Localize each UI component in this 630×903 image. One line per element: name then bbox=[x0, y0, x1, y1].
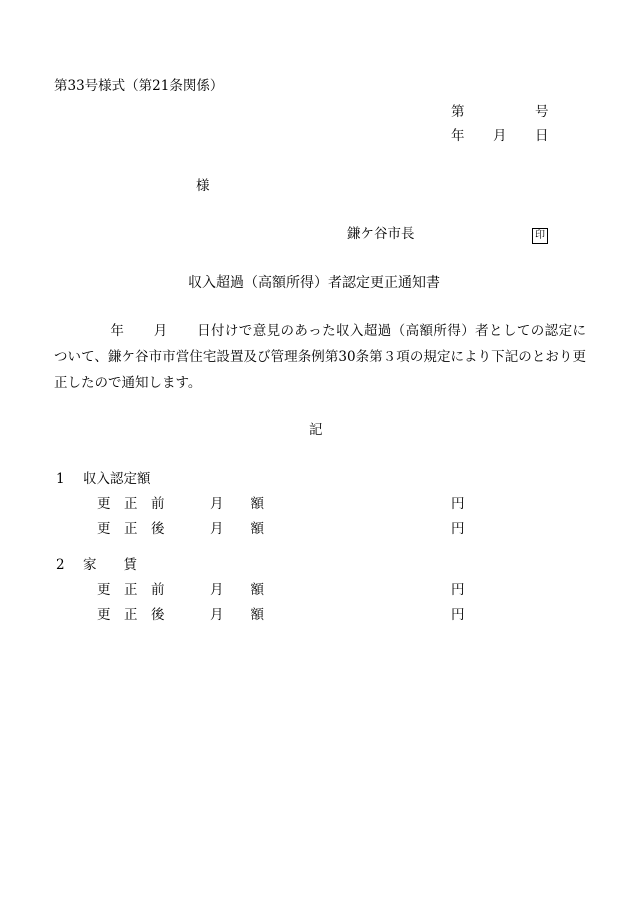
doc-number-prefix: 第 bbox=[451, 104, 465, 120]
doc-number-suffix: 号 bbox=[535, 104, 549, 120]
issuer-name: 鎌ケ谷市長 bbox=[347, 226, 415, 242]
section-1-row-2-item: 月 額 bbox=[210, 521, 264, 537]
date-year: 年 bbox=[451, 128, 465, 144]
date-day: 日 bbox=[535, 128, 549, 144]
section-1-row-1-unit: 円 bbox=[451, 496, 465, 512]
document-title: 収入超過（高額所得）者認定更正通知書 bbox=[188, 275, 440, 291]
section-2-row-1-item: 月 額 bbox=[210, 582, 264, 598]
addressee-suffix: 様 bbox=[196, 178, 210, 194]
body-text: 日付けで意見のあった収入超過（高額所得）者としての認定について、鎌ケ谷市市営住宅設置及び管理条例第30条第３項の規定により下記のとおり更正したので通知します。 bbox=[54, 323, 587, 391]
section-2-row-1-label: 更 正 前 bbox=[97, 582, 165, 598]
section-1-heading: 収入認定額 bbox=[83, 471, 151, 487]
seal-icon: 印 bbox=[532, 228, 548, 244]
date-month: 月 bbox=[493, 128, 507, 144]
section-1-row-2-label: 更 正 後 bbox=[97, 521, 165, 537]
body-year: 年 bbox=[110, 323, 125, 339]
section-2-row-2-unit: 円 bbox=[451, 607, 465, 623]
section-1-row-2-unit: 円 bbox=[451, 521, 465, 537]
body-month: 月 bbox=[153, 323, 168, 339]
section-1-number: 1 bbox=[56, 471, 65, 487]
section-1-row-1-label: 更 正 前 bbox=[97, 496, 165, 512]
section-2-row-2-item: 月 額 bbox=[210, 607, 264, 623]
section-2-number: 2 bbox=[56, 557, 65, 573]
body-paragraph bbox=[54, 318, 586, 396]
section-2-row-2-label: 更 正 後 bbox=[97, 607, 165, 623]
section-2-row-1-unit: 円 bbox=[451, 582, 465, 598]
ki-heading: 記 bbox=[309, 422, 323, 438]
section-2-heading: 家 賃 bbox=[83, 557, 137, 573]
issuer-seal bbox=[532, 224, 548, 244]
form-label: 第33号様式（第21条関係） bbox=[54, 78, 224, 94]
section-1-row-1-item: 月 額 bbox=[210, 496, 264, 512]
